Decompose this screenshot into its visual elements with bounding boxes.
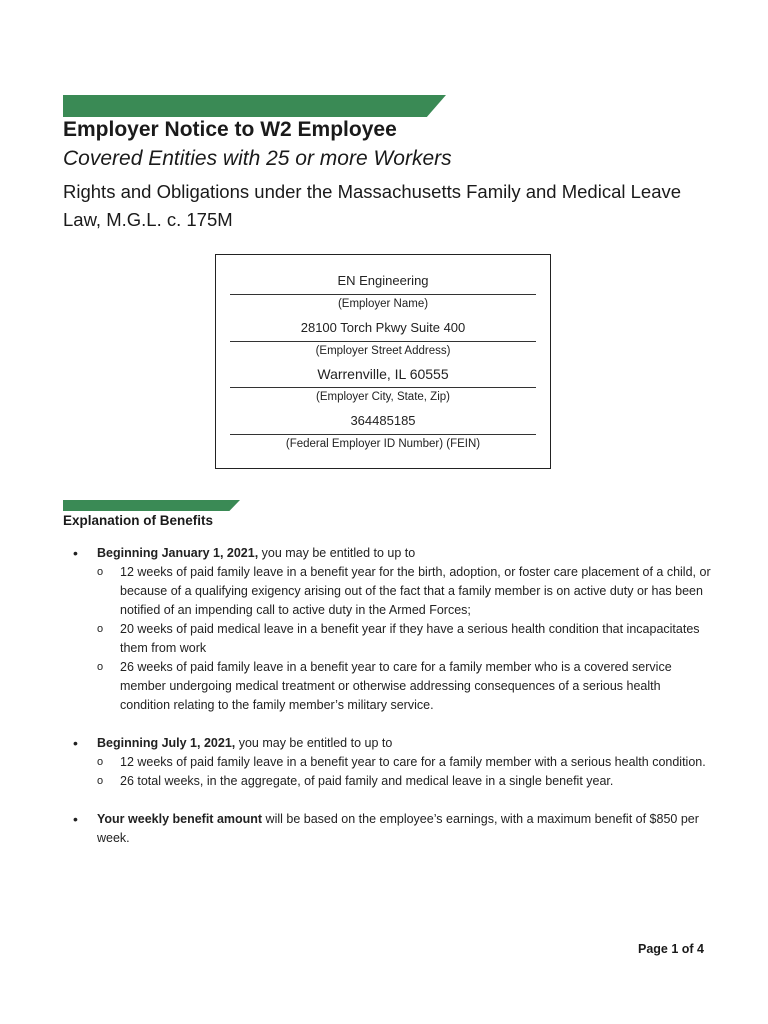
benefit-item — [63, 810, 713, 848]
employer-city-label: (Employer City, State, Zip) — [316, 391, 450, 403]
benefit-subitem: o 20 weeks of paid medical leave in a benefit year if they have a serious health condition that incapacitates them from work — [97, 620, 713, 658]
employer-name-value: EN Engineering — [337, 273, 429, 288]
benefit-item-lead: Beginning January 1, 2021, — [97, 546, 259, 560]
employer-fein-field — [230, 412, 536, 452]
employer-fein-line — [230, 434, 536, 435]
benefit-item — [63, 734, 713, 791]
employer-city-value: Warrenville, IL 60555 — [317, 366, 449, 382]
page-description: Rights and Obligations under the Massachusetts Family and Medical Leave Law, M.G.L. c. 175M — [63, 181, 682, 230]
benefit-item-text: you may be entitled to up to — [258, 546, 416, 560]
benefit-subitem: o 26 weeks of paid family leave in a benefit year to care for a family member who is a covered service member undergoing medical treatment or otherwise addressing consequences of a serious health condition relating to the family member’s military service. — [97, 658, 713, 715]
employer-street-field — [230, 319, 536, 359]
employer-street-line — [230, 341, 536, 342]
benefit-item-text: you may be entitled to up to — [235, 736, 393, 750]
employer-street-value: 28100 Torch Pkwy Suite 400 — [300, 320, 466, 335]
benefit-item-lead: Beginning July 1, 2021, — [97, 736, 236, 750]
benefit-subitem: o 12 weeks of paid family leave in a benefit year to care for a family member with a serious health condition. — [97, 753, 713, 772]
benefit-subitems — [97, 563, 713, 715]
page-number: Page 1 of 4 — [638, 942, 704, 956]
section-accent-bar — [63, 500, 240, 511]
employer-street-label: (Employer Street Address) — [315, 345, 451, 357]
employer-name-label: (Employer Name) — [337, 298, 429, 310]
benefit-subitem: o 12 weeks of paid family leave in a benefit year for the birth, adoption, or foster care placement of a child, or because of a qualifying exigency arising out of the fact that a family member is on active duty or has been notified of an impending call to active duty in the Armed Forces; — [97, 563, 713, 620]
employer-name-field — [230, 272, 536, 312]
benefits-section-title: Explanation of Benefits — [63, 513, 214, 528]
employer-fein-value: 364485185 — [350, 413, 416, 428]
employer-fein-label: (Federal Employer ID Number) (FEIN) — [285, 438, 481, 450]
employer-city-line — [230, 387, 536, 388]
benefit-item-text: will be based on the employee’s earnings, with a maximum benefit of $850 per week. — [97, 812, 699, 845]
benefit-item — [63, 544, 713, 715]
benefit-subitems — [97, 753, 713, 791]
employer-name-line — [230, 294, 536, 295]
employer-city-field — [230, 365, 536, 405]
header-accent-bar — [63, 95, 446, 117]
page-subtitle: Covered Entities with 25 or more Workers — [63, 147, 452, 170]
employer-info-box — [215, 254, 551, 469]
benefits-list — [63, 544, 713, 848]
benefit-item-lead: Your weekly benefit amount — [97, 812, 263, 826]
benefit-subitem: o 26 total weeks, in the aggregate, of paid family and medical leave in a single benefit year. — [97, 772, 713, 791]
page-title: Employer Notice to W2 Employee — [63, 118, 397, 141]
